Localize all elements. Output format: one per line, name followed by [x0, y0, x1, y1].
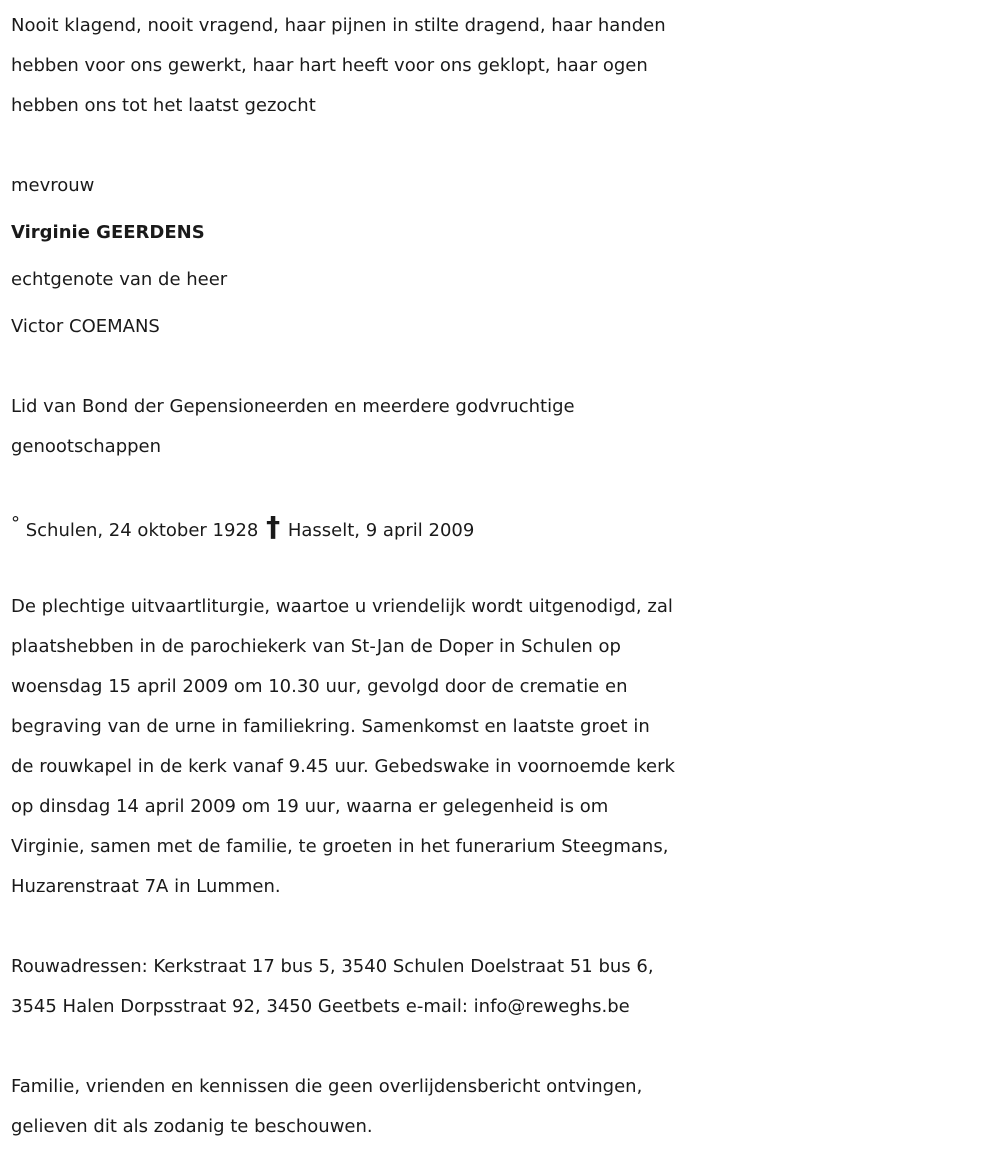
funeral-line-8: Huzarenstraat 7A in Lummen. [11, 876, 281, 897]
membership-line-1: Lid van Bond der Gepensioneerden en meerdere godvruchtige [11, 396, 575, 417]
funeral-line-3: woensdag 15 april 2009 om 10.30 uur, gevolgd door de crematie en [11, 676, 628, 697]
funeral-line-5: de rouwkapel in de kerk vanaf 9.45 uur. Gebedswake in voornoemde kerk [11, 756, 675, 777]
funeral-line-4: begraving van de urne in familiekring. Samenkomst en laatste groet in [11, 716, 650, 737]
spouse-label: echtgenote van de heer [11, 269, 228, 290]
opening-verse [11, 6, 991, 126]
funeral-line-1: De plechtige uitvaartliturgie, waartoe u vriendelijk wordt uitgenodigd, zal [11, 596, 673, 617]
obituary-document [11, 6, 991, 1147]
addresses-line-1: Rouwadressen: Kerkstraat 17 bus 5, 3540 Schulen Doelstraat 51 bus 6, [11, 956, 654, 977]
addresses-block [11, 947, 991, 1027]
birth-info: Schulen, 24 oktober 1928 [25, 520, 259, 541]
life-dates [11, 507, 991, 547]
addresses-line-2: 3545 Halen Dorpsstraat 92, 3450 Geetbets e-mail: info@reweghs.be [11, 996, 630, 1017]
membership-line-2: genootschappen [11, 436, 162, 457]
salutation: mevrouw [11, 175, 95, 196]
opening-line-1: Nooit klagend, nooit vragend, haar pijnen in stilte dragend, haar handen [11, 15, 666, 36]
dates-block [11, 507, 991, 547]
funeral-line-2: plaatshebben in de parochiekerk van St-Jan de Doper in Schulen op [11, 636, 621, 657]
closing-line-1: Familie, vrienden en kennissen die geen overlijdensbericht ontvingen, [11, 1076, 643, 1097]
closing-block [11, 1067, 991, 1147]
funeral-line-7: Virginie, samen met de familie, te groeten in het funerarium Steegmans, [11, 836, 669, 857]
identity-block [11, 166, 991, 347]
death-info: Hasselt, 9 april 2009 [287, 520, 475, 541]
opening-line-2: hebben voor ons gewerkt, haar hart heeft voor ons geklopt, haar ogen [11, 55, 648, 76]
opening-line-3: hebben ons tot het laatst gezocht [11, 95, 316, 116]
cross-icon: † [266, 510, 281, 543]
closing-line-2: gelieven dit als zodanig te beschouwen. [11, 1116, 373, 1137]
birth-icon: ° [11, 513, 20, 534]
funeral-line-6: op dinsdag 14 april 2009 om 19 uur, waarna er gelegenheid is om [11, 796, 609, 817]
membership-block [11, 387, 991, 467]
deceased-name: Virginie GEERDENS [11, 222, 205, 243]
spouse-name: Victor COEMANS [11, 316, 160, 337]
funeral-block [11, 587, 991, 907]
